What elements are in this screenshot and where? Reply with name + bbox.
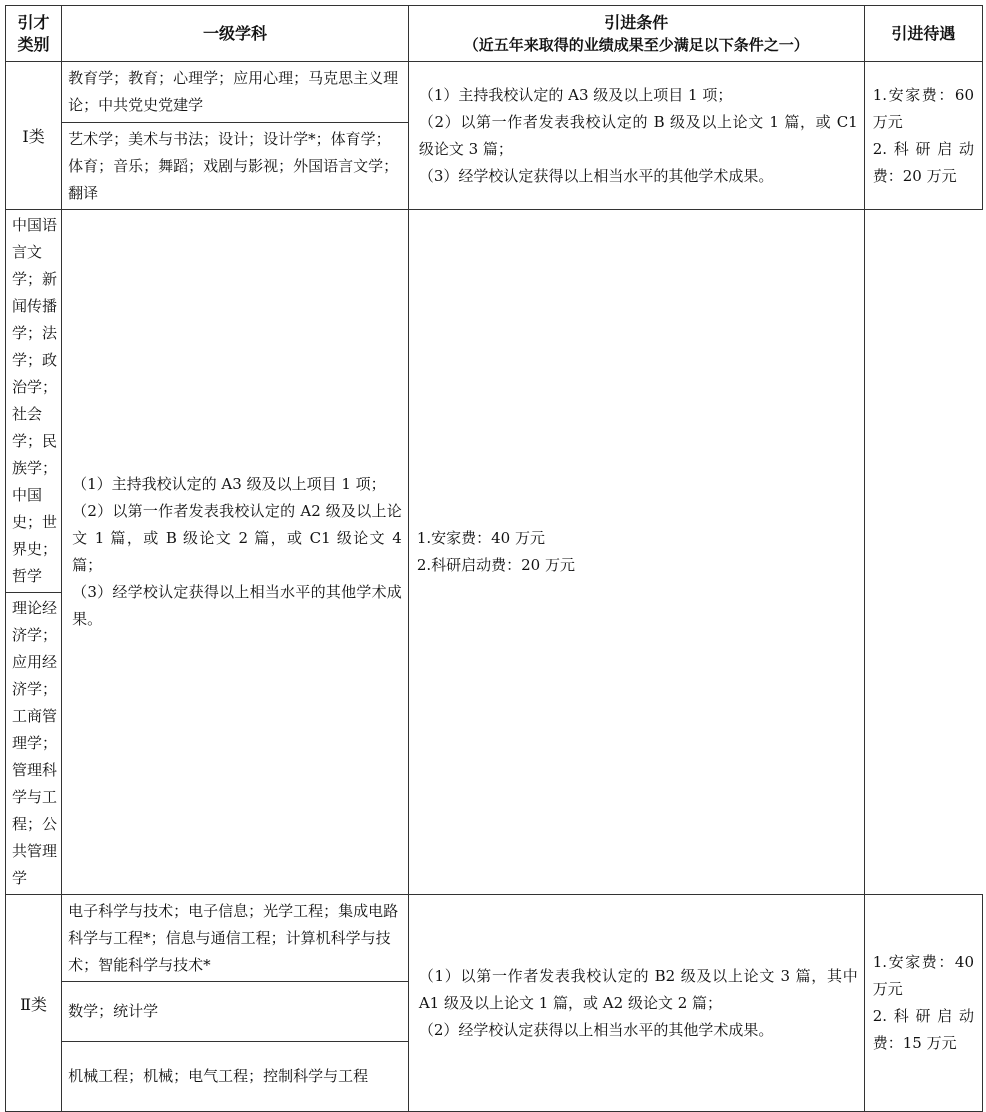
condition-item: （3）经学校认定获得以上相当水平的其他学术成果。 [72, 583, 402, 628]
condition-item: （2）经学校认定获得以上相当水平的其他学术成果。 [418, 1020, 774, 1039]
subject-cell: 机械工程；机械；电气工程；控制科学与工程 [62, 1042, 409, 1112]
header-conditions [408, 6, 864, 62]
category-cell: Ⅱ类 [6, 895, 62, 1112]
subject-cell: 教育学；教育；心理学；应用心理；马克思主义理论；中共党史党建学 [62, 62, 409, 123]
category-cell: Ⅰ类 [6, 62, 62, 210]
header-row [6, 6, 983, 62]
condition-item: （2）以第一作者发表我校认定的 B 级及以上论文 1 篇，或 C1 级论文 3 篇； [418, 112, 858, 158]
condition-item: （1）主持我校认定的 A3 级及以上项目 1 项； [72, 475, 386, 493]
conditions-cell [62, 210, 409, 895]
header-conditions-title: 引进条件 [604, 12, 669, 32]
header-benefits: 引进待遇 [864, 6, 982, 62]
benefits-cell [864, 895, 982, 1112]
benefits-cell [864, 62, 982, 210]
subject-cell: 数学；统计学 [62, 982, 409, 1042]
condition-item: （3）经学校认定获得以上相当水平的其他学术成果。 [418, 166, 774, 185]
benefit-item: 2.科研启动费：20 万元 [872, 139, 974, 185]
benefit-item: 1.安家费：40 万元 [872, 953, 974, 998]
conditions-cell [408, 895, 864, 1112]
subject-cell: 艺术学；美术与书法；设计；设计学*；体育学；体育；音乐；舞蹈；戏剧与影视；外国语言文学；翻译 [62, 123, 409, 210]
subject-cell: 电子科学与技术；电子信息；光学工程；集成电路科学与工程*；信息与通信工程；计算机科学与技术；智能科学与技术* [62, 895, 409, 982]
conditions-cell [408, 62, 864, 210]
table-row [6, 62, 983, 123]
subject-cell: 理论经济学；应用经济学；工商管理学；管理科学与工程；公共管理学 [6, 593, 62, 895]
benefit-item: 1.安家费：40 万元 [416, 529, 545, 547]
table-row [6, 210, 983, 593]
table-row [6, 895, 983, 982]
header-category: 引才类别 [6, 6, 62, 62]
talent-table [5, 5, 983, 1112]
subject-cell: 中国语言文学；新闻传播学；法学；政治学；社会学；民族学；中国史；世界史；哲学 [6, 210, 62, 593]
benefit-item: 1.安家费：60 万元 [872, 85, 974, 131]
condition-item: （2）以第一作者发表我校认定的 A2 级及以上论文 1 篇，或 B 级论文 2 篇，或 C1 级论文 4 篇； [72, 502, 402, 574]
condition-item: （1）主持我校认定的 A3 级及以上项目 1 项； [418, 85, 733, 104]
header-conditions-subtitle: （近五年来取得的业绩成果至少满足以下条件之一） [463, 35, 809, 54]
header-subject: 一级学科 [62, 6, 409, 62]
benefit-item: 2.科研启动费：20 万元 [416, 556, 575, 574]
benefit-item: 2.科研启动费：15 万元 [872, 1007, 974, 1052]
benefits-cell [408, 210, 864, 895]
condition-item: （1）以第一作者发表我校认定的 B2 级及以上论文 3 篇，其中 A1 级及以上论文 1 篇，或 A2 级论文 2 篇； [418, 966, 858, 1012]
